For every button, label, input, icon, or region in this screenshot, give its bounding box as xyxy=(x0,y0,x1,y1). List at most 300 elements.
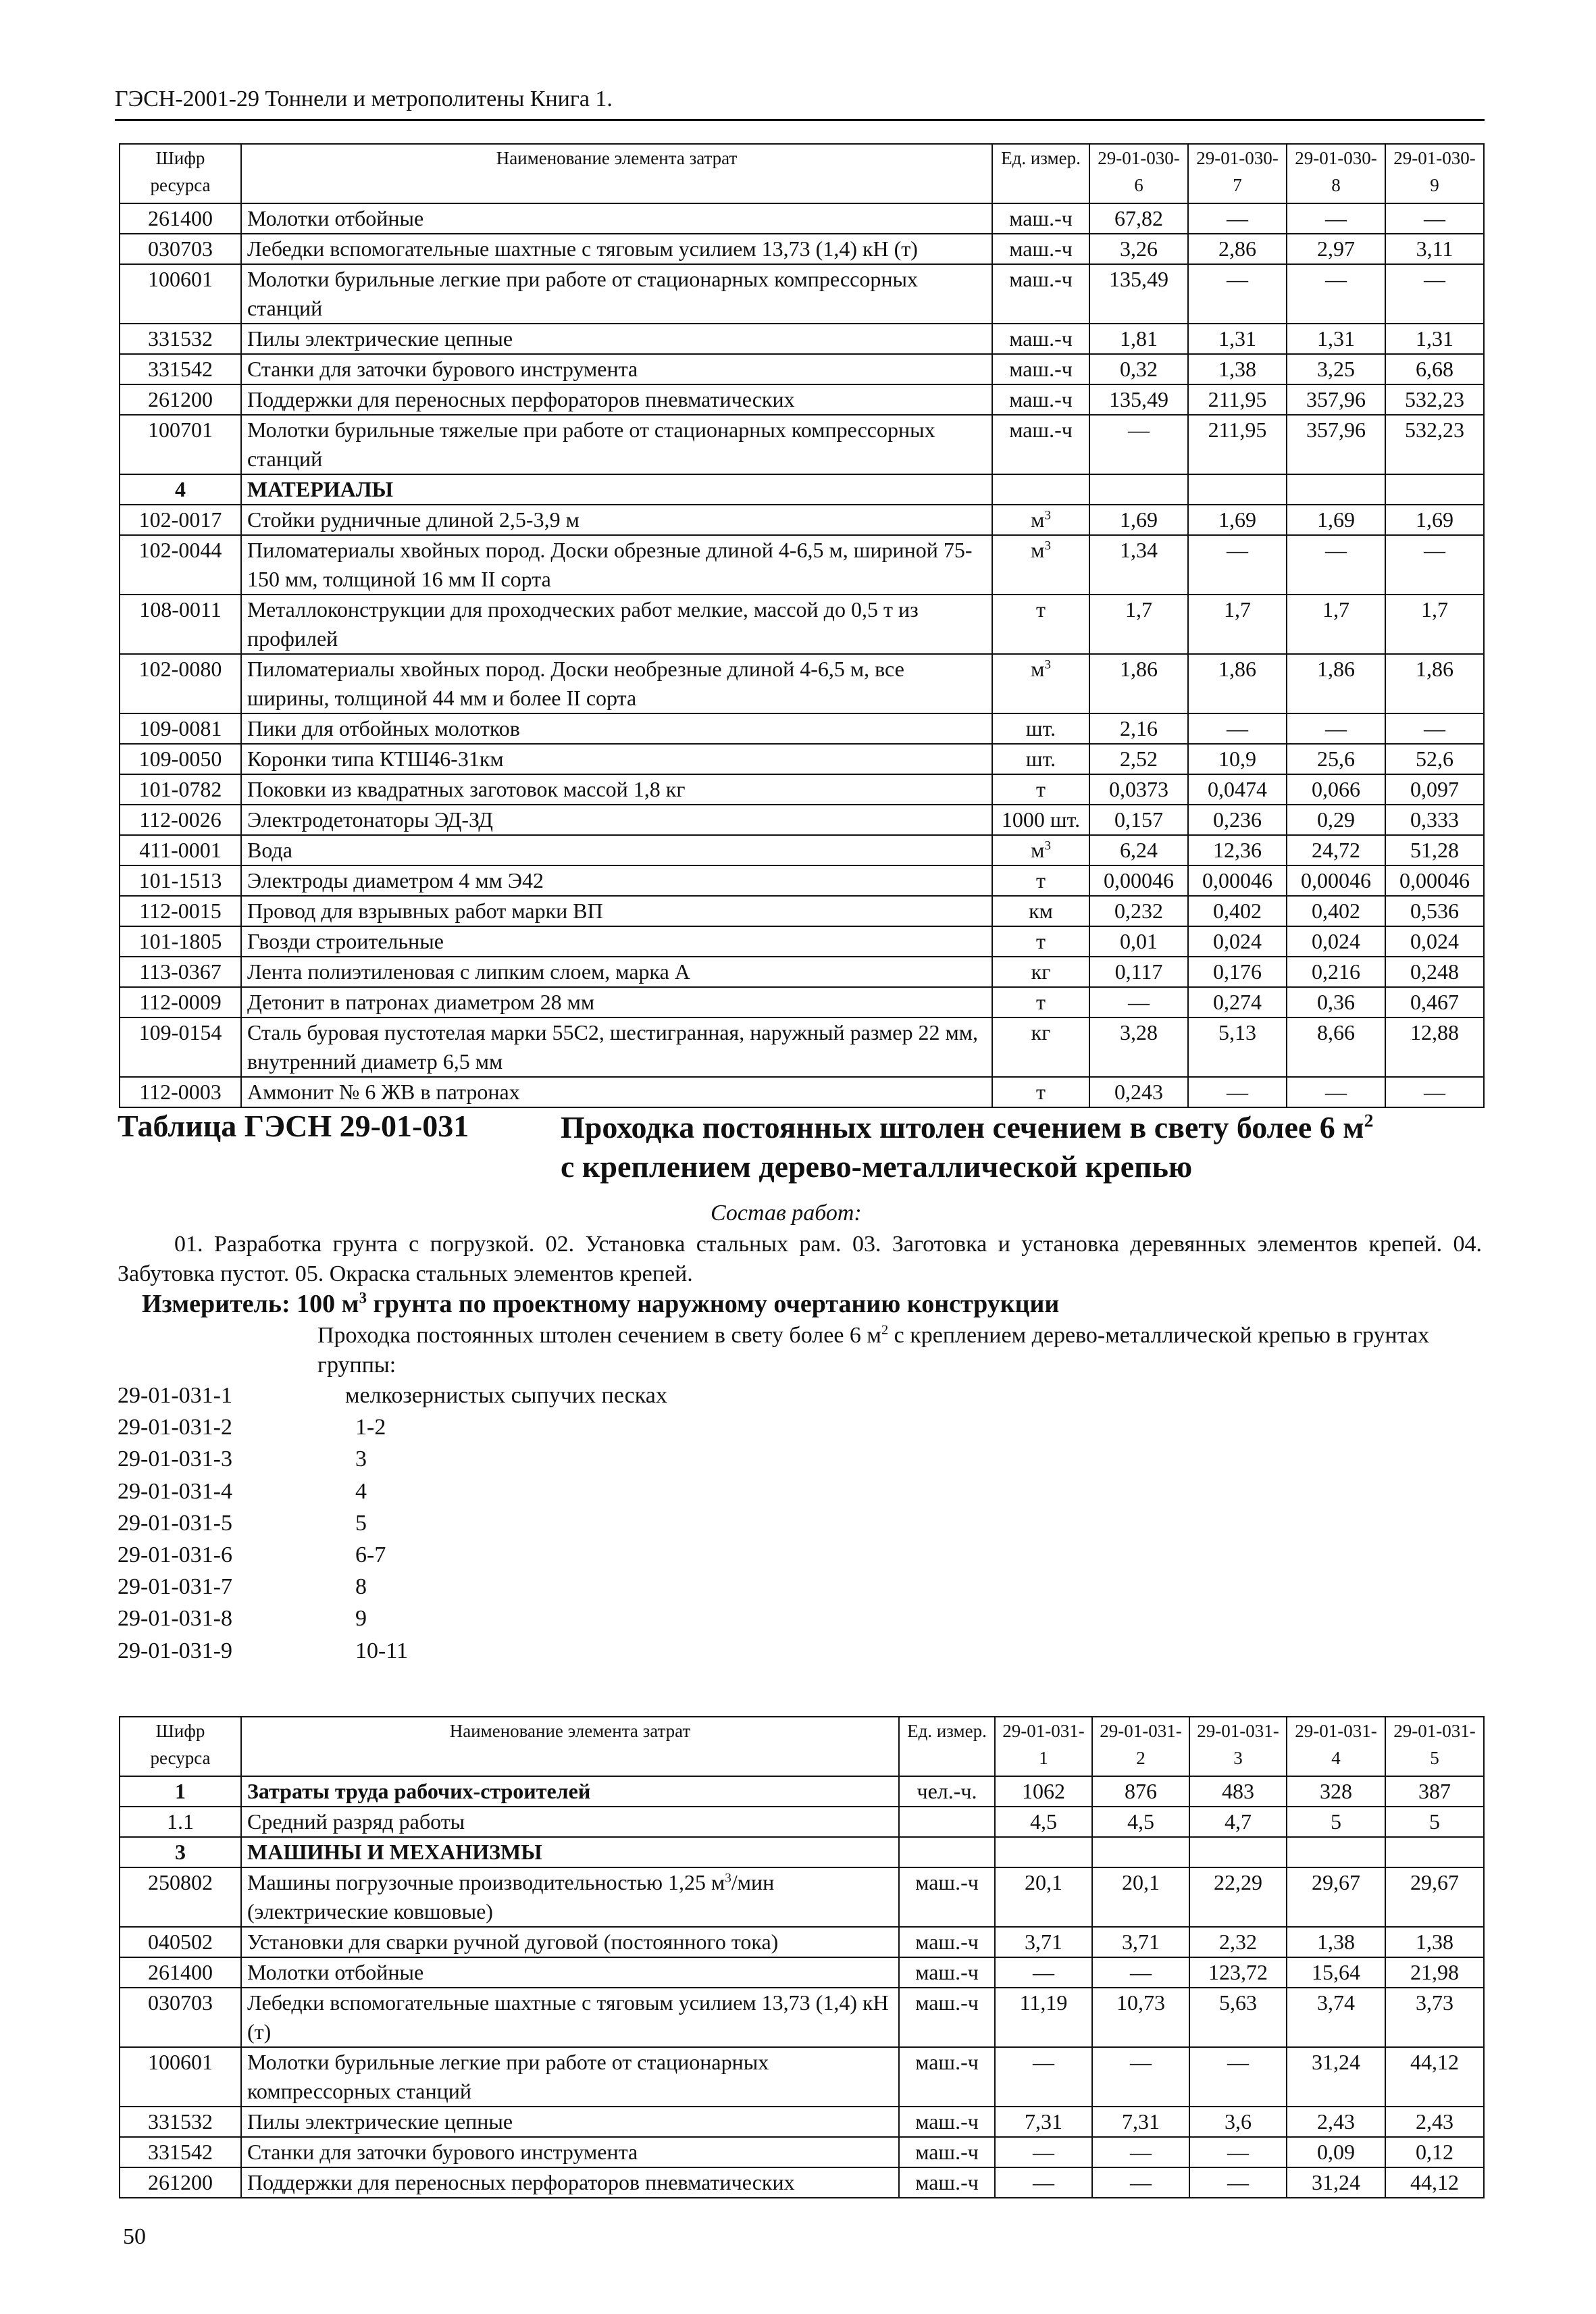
table-cell: Пилы электрические цепные xyxy=(241,2107,899,2137)
table-header-row xyxy=(120,144,1484,203)
table-cell: Пиломатериалы хвойных пород. Доски обрезные длиной 4-6,5 м, шириной 75-150 мм, толщиной 16 мм II сорта xyxy=(241,535,992,595)
table-cell: Сталь буровая пустотелая марки 55С2, шестигранная, наружный размер 22 мм, внутренний диаметр 6,5 мм xyxy=(241,1017,992,1077)
header-cell: 29-01-031-1 xyxy=(995,1717,1092,1776)
table-cell: 0,333 xyxy=(1385,805,1484,835)
table-cell: 112-0015 xyxy=(120,896,241,926)
table-cell: 112-0003 xyxy=(120,1077,241,1107)
table-cell: 3,28 xyxy=(1089,1017,1188,1077)
header-cell: Наименование элемента затрат xyxy=(241,144,992,203)
section-row xyxy=(120,1776,1484,1807)
table-cell: 6,68 xyxy=(1385,354,1484,384)
table-cell: 1,31 xyxy=(1287,324,1385,354)
table-row xyxy=(120,2107,1484,2137)
table-cell: МАШИНЫ И МЕХАНИЗМЫ xyxy=(241,1837,899,1867)
variants-intro: Проходка постоянных штолен сечением в свету более 6 $м^2$ с креплением дерево-металлической крепью в грунтах группы: xyxy=(317,1322,1430,1378)
table-cell: Электроды диаметром 4 мм Э42 xyxy=(241,865,992,896)
table-cell: — xyxy=(1092,2047,1189,2107)
table-cell: 0,402 xyxy=(1188,896,1287,926)
table-cell: Стойки рудничные длиной 2,5-3,9 м xyxy=(241,505,992,535)
table-cell: маш.-ч xyxy=(992,354,1089,384)
table-cell: 0,29 xyxy=(1287,805,1385,835)
header-cell: 29-01-030-7 xyxy=(1188,144,1287,203)
table-cell: 1,69 xyxy=(1385,505,1484,535)
table-cell: 15,64 xyxy=(1287,1957,1385,1988)
table-cell: 0,467 xyxy=(1385,987,1484,1017)
table-cell: 0,0373 xyxy=(1089,774,1188,805)
table-row xyxy=(120,744,1484,774)
table-cell: 0,32 xyxy=(1089,354,1188,384)
table-cell: 0,00046 xyxy=(1188,865,1287,896)
table-cell: 51,28 xyxy=(1385,835,1484,865)
table-cell: 0,536 xyxy=(1385,896,1484,926)
table-cell: 1,81 xyxy=(1089,324,1188,354)
variant-code: 29-01-031-3 xyxy=(118,1447,232,1472)
table-cell: — xyxy=(1188,535,1287,595)
table-cell xyxy=(1089,474,1188,505)
table-cell: 2,52 xyxy=(1089,744,1188,774)
table-cell: т xyxy=(992,865,1089,896)
table-cell: 101-0782 xyxy=(120,774,241,805)
table-cell xyxy=(1385,474,1484,505)
table-cell: — xyxy=(1385,1077,1484,1107)
table-cell: 0,232 xyxy=(1089,896,1188,926)
variant-row xyxy=(118,1507,667,1539)
table-cell: 0,01 xyxy=(1089,926,1188,957)
table-cell: Средний разряд работы xyxy=(241,1807,899,1837)
table-cell: 10,73 xyxy=(1092,1988,1189,2047)
table-row xyxy=(120,1988,1484,2047)
table-cell xyxy=(1287,474,1385,505)
composition-label: Состав работ: xyxy=(711,1201,862,1226)
table-cell: — xyxy=(1287,203,1385,234)
resource-table-030 xyxy=(119,143,1485,1108)
table-cell: т xyxy=(992,926,1089,957)
table-cell: Провод для взрывных работ марки ВП xyxy=(241,896,992,926)
table-cell: $м^3$ xyxy=(992,654,1089,713)
table-cell: 101-1513 xyxy=(120,865,241,896)
table-cell: 44,12 xyxy=(1385,2047,1484,2107)
table-cell: 5 xyxy=(1385,1807,1484,1837)
variant-desc: 1-2 xyxy=(355,1415,386,1440)
table-cell: 101-1805 xyxy=(120,926,241,957)
table-cell: Лебедки вспомогательные шахтные с тяговым усилием 13,73 (1,4) кН (т) xyxy=(241,234,992,264)
table-cell: 030703 xyxy=(120,234,241,264)
table-cell: 1.1 xyxy=(120,1807,241,1837)
table-cell xyxy=(1188,474,1287,505)
table-row xyxy=(120,505,1484,535)
table-cell: т xyxy=(992,987,1089,1017)
table-cell: 0,00046 xyxy=(1287,865,1385,896)
table-cell: 100601 xyxy=(120,264,241,324)
table-cell: Поддержки для переносных перфораторов пневматических xyxy=(241,2167,899,2198)
table-cell: 0,09 xyxy=(1287,2137,1385,2167)
variants-list xyxy=(118,1380,667,1667)
table-cell: 0,12 xyxy=(1385,2137,1484,2167)
table-cell: Поковки из квадратных заготовок массой 1,8 кг xyxy=(241,774,992,805)
table-cell: 67,82 xyxy=(1089,203,1188,234)
table-cell: шт. xyxy=(992,744,1089,774)
table-cell: 0,066 xyxy=(1287,774,1385,805)
table-cell: Установки для сварки ручной дуговой (постоянного тока) xyxy=(241,1927,899,1957)
table-cell: 040502 xyxy=(120,1927,241,1957)
table-cell: 331532 xyxy=(120,2107,241,2137)
table-row xyxy=(120,774,1484,805)
table-cell: 12,88 xyxy=(1385,1017,1484,1077)
table-cell: МАТЕРИАЛЫ xyxy=(241,474,992,505)
table-row xyxy=(120,324,1484,354)
header-cell: 29-01-031-4 xyxy=(1287,1717,1385,1776)
table-cell: 357,96 xyxy=(1287,384,1385,415)
variant-desc: 5 xyxy=(355,1510,367,1536)
variant-code: 29-01-031-1 xyxy=(118,1383,232,1408)
table-row xyxy=(120,1957,1484,1988)
table-cell: 1,31 xyxy=(1188,324,1287,354)
table-cell: маш.-ч xyxy=(992,203,1089,234)
table-cell: Электродетонаторы ЭД-ЗД xyxy=(241,805,992,835)
table-cell: Поддержки для переносных перфораторов пневматических xyxy=(241,384,992,415)
table-cell: маш.-ч xyxy=(899,2047,995,2107)
table-cell: 0,00046 xyxy=(1385,865,1484,896)
table-cell: 12,36 xyxy=(1188,835,1287,865)
table-cell: 1,34 xyxy=(1089,535,1188,595)
table-header-row xyxy=(120,1717,1484,1776)
table-cell: — xyxy=(1189,2137,1287,2167)
table-cell: 0,024 xyxy=(1188,926,1287,957)
table-cell: 1,86 xyxy=(1385,654,1484,713)
table-cell: 2,32 xyxy=(1189,1927,1287,1957)
table-cell: 211,95 xyxy=(1188,415,1287,474)
table-row xyxy=(120,1927,1484,1957)
header-cell: 29-01-030-6 xyxy=(1089,144,1188,203)
table-cell: маш.-ч xyxy=(899,1867,995,1927)
table-cell: 5,13 xyxy=(1188,1017,1287,1077)
table-cell: маш.-ч xyxy=(899,1927,995,1957)
header-cell: Ед. измер. xyxy=(899,1717,995,1776)
table-cell: Молотки отбойные xyxy=(241,203,992,234)
table-cell: 261200 xyxy=(120,2167,241,2198)
table-cell: 532,23 xyxy=(1385,384,1484,415)
table-row xyxy=(120,1077,1484,1107)
table-cell: — xyxy=(1092,1957,1189,1988)
table-cell: 1,86 xyxy=(1287,654,1385,713)
table-cell: км xyxy=(992,896,1089,926)
table-cell: — xyxy=(1287,1077,1385,1107)
table-cell: 3,73 xyxy=(1385,1988,1484,2047)
table-cell: 11,19 xyxy=(995,1988,1092,2047)
table-cell: 1 xyxy=(120,1776,241,1807)
table-cell: 0,00046 xyxy=(1089,865,1188,896)
table-cell: — xyxy=(1188,1077,1287,1107)
header-cell: Ед. измер. xyxy=(992,144,1089,203)
table-row xyxy=(120,2137,1484,2167)
header-cell: 29-01-030-8 xyxy=(1287,144,1385,203)
table-cell xyxy=(1189,1837,1287,1867)
variant-row xyxy=(118,1539,667,1571)
variant-row xyxy=(118,1603,667,1634)
table-row xyxy=(120,2047,1484,2107)
table-cell: 100701 xyxy=(120,415,241,474)
table-cell: 483 xyxy=(1189,1776,1287,1807)
table-cell: 0,243 xyxy=(1089,1077,1188,1107)
table-cell: маш.-ч xyxy=(992,324,1089,354)
table-cell: 102-0080 xyxy=(120,654,241,713)
table-cell: 250802 xyxy=(120,1867,241,1927)
table-cell: маш.-ч xyxy=(899,2107,995,2137)
table-row xyxy=(120,835,1484,865)
table-cell: Вода xyxy=(241,835,992,865)
table-cell: — xyxy=(1188,264,1287,324)
table-cell: 3,71 xyxy=(1092,1927,1189,1957)
table-cell xyxy=(1385,1837,1484,1867)
table-cell: 0,176 xyxy=(1188,957,1287,987)
table-cell: 876 xyxy=(1092,1776,1189,1807)
table-cell: 123,72 xyxy=(1189,1957,1287,1988)
table-cell: Пики для отбойных молотков xyxy=(241,713,992,744)
table-cell: Металлоконструкции для проходческих работ мелкие, массой до 0,5 т из профилей xyxy=(241,595,992,654)
table-cell: 3 xyxy=(120,1837,241,1867)
table-title xyxy=(561,1108,1373,1186)
table-cell: — xyxy=(1385,713,1484,744)
table-cell: — xyxy=(995,2167,1092,2198)
table-cell: 0,157 xyxy=(1089,805,1188,835)
table-cell: 2,43 xyxy=(1287,2107,1385,2137)
works-list: 01. Разработка грунта с погрузкой. 02. Установка стальных рам. 03. Заготовка и установка деревянных элементов крепей. 04. Забутовка пустот. 05. Окраска стальных элементов крепей. xyxy=(118,1232,1482,1286)
table-cell: 0,0474 xyxy=(1188,774,1287,805)
table-cell: $м^3$ xyxy=(992,835,1089,865)
table-cell: 112-0026 xyxy=(120,805,241,835)
table-row xyxy=(120,957,1484,987)
table-cell: 31,24 xyxy=(1287,2047,1385,2107)
table-row xyxy=(120,354,1484,384)
table-cell: 357,96 xyxy=(1287,415,1385,474)
table-cell: маш.-ч xyxy=(899,2167,995,2198)
table-cell xyxy=(992,474,1089,505)
table-row xyxy=(120,1807,1484,1837)
header-cell: Шифр ресурса xyxy=(120,1717,241,1776)
table-cell: Молотки бурильные легкие при работе от стационарных компрессорных станций xyxy=(241,2047,899,2107)
table-row xyxy=(120,1867,1484,1927)
table-cell: 2,86 xyxy=(1188,234,1287,264)
table-cell: 22,29 xyxy=(1189,1867,1287,1927)
table-cell: 102-0017 xyxy=(120,505,241,535)
table-cell: — xyxy=(1287,264,1385,324)
header-rule xyxy=(115,119,1485,121)
table-cell: чел.-ч. xyxy=(899,1776,995,1807)
table-cell: — xyxy=(1092,2137,1189,2167)
table-label: Таблица ГЭСН 29-01-031 xyxy=(118,1109,469,1143)
table-cell: 113-0367 xyxy=(120,957,241,987)
table-cell: т xyxy=(992,774,1089,805)
table-cell: 030703 xyxy=(120,1988,241,2047)
table-cell xyxy=(995,1837,1092,1867)
table-cell: — xyxy=(1287,535,1385,595)
table-cell: $м^3$ xyxy=(992,535,1089,595)
table-cell: 331542 xyxy=(120,354,241,384)
table-row xyxy=(120,2167,1484,2198)
header-cell: Шифр ресурса xyxy=(120,144,241,203)
table-cell: 3,26 xyxy=(1089,234,1188,264)
variant-desc: 6-7 xyxy=(355,1542,386,1568)
variant-desc: 10-11 xyxy=(355,1638,409,1663)
table-cell: — xyxy=(1385,264,1484,324)
table-cell: маш.-ч xyxy=(899,1988,995,2047)
table-cell: 0,236 xyxy=(1188,805,1287,835)
table-row xyxy=(120,415,1484,474)
table-cell: 4,5 xyxy=(995,1807,1092,1837)
table-cell: маш.-ч xyxy=(992,264,1089,324)
table-cell: Молотки бурильные легкие при работе от стационарных компрессорных станций xyxy=(241,264,992,324)
table-cell: 532,23 xyxy=(1385,415,1484,474)
table-cell: 1,86 xyxy=(1089,654,1188,713)
variant-code: 29-01-031-2 xyxy=(118,1415,232,1440)
table-cell: Молотки отбойные xyxy=(241,1957,899,1988)
table-cell: 25,6 xyxy=(1287,744,1385,774)
table-cell: 261400 xyxy=(120,203,241,234)
variant-row xyxy=(118,1571,667,1603)
table-cell: 328 xyxy=(1287,1776,1385,1807)
table-cell: 135,49 xyxy=(1089,384,1188,415)
table-cell: 112-0009 xyxy=(120,987,241,1017)
page-number: 50 xyxy=(123,2224,146,2249)
table-cell: 44,12 xyxy=(1385,2167,1484,2198)
table-cell: 0,024 xyxy=(1385,926,1484,957)
table-cell: Лента полиэтиленовая с липким слоем, марка А xyxy=(241,957,992,987)
table-cell: 3,74 xyxy=(1287,1988,1385,2047)
table-cell: 52,6 xyxy=(1385,744,1484,774)
header-cell: 29-01-030-9 xyxy=(1385,144,1484,203)
table-cell: — xyxy=(1189,2167,1287,2198)
table-cell: 4,5 xyxy=(1092,1807,1189,1837)
variant-desc: мелкозернистых сыпучих песках xyxy=(345,1383,667,1408)
section-row xyxy=(120,1837,1484,1867)
table-cell: кг xyxy=(992,1017,1089,1077)
table-cell: Молотки бурильные тяжелые при работе от стационарных компрессорных станций xyxy=(241,415,992,474)
table-row xyxy=(120,384,1484,415)
table-row xyxy=(120,896,1484,926)
table-row xyxy=(120,535,1484,595)
table-cell: 1,7 xyxy=(1188,595,1287,654)
table-cell: 29,67 xyxy=(1385,1867,1484,1927)
variant-code: 29-01-031-4 xyxy=(118,1478,232,1504)
variant-row xyxy=(118,1411,667,1443)
table-cell: 211,95 xyxy=(1188,384,1287,415)
table-cell: — xyxy=(1188,203,1287,234)
table-cell: — xyxy=(1092,2167,1189,2198)
table-title-line: с креплением дерево-металлической крепью xyxy=(561,1149,1193,1184)
table-cell: 387 xyxy=(1385,1776,1484,1807)
table-row xyxy=(120,865,1484,896)
table-cell: — xyxy=(995,2047,1092,2107)
table-cell: 1062 xyxy=(995,1776,1092,1807)
table-cell: 1,69 xyxy=(1089,505,1188,535)
table-cell: 135,49 xyxy=(1089,264,1188,324)
variant-code: 29-01-031-6 xyxy=(118,1542,232,1568)
table-cell: кг xyxy=(992,957,1089,987)
table-cell: маш.-ч xyxy=(899,1957,995,1988)
table-cell: 0,097 xyxy=(1385,774,1484,805)
table-cell: 3,71 xyxy=(995,1927,1092,1957)
table-row xyxy=(120,654,1484,713)
table-cell: 7,31 xyxy=(995,2107,1092,2137)
table-cell: Пилы электрические цепные xyxy=(241,324,992,354)
table-cell: 1,69 xyxy=(1188,505,1287,535)
table-cell: 1,38 xyxy=(1385,1927,1484,1957)
table-cell: 2,97 xyxy=(1287,234,1385,264)
table-cell: — xyxy=(1188,713,1287,744)
table-cell: Пиломатериалы хвойных пород. Доски необрезные длиной 4-6,5 м, все ширины, толщиной 44 мм и более II сорта xyxy=(241,654,992,713)
table-cell: 0,024 xyxy=(1287,926,1385,957)
table-cell: 20,1 xyxy=(995,1867,1092,1927)
table-cell: Лебедки вспомогательные шахтные с тяговым усилием 13,73 (1,4) кН (т) xyxy=(241,1988,899,2047)
table-cell: 1,38 xyxy=(1287,1927,1385,1957)
table-cell: 31,24 xyxy=(1287,2167,1385,2198)
table-cell: т xyxy=(992,595,1089,654)
table-cell: Машины погрузочные производительностью 1,25 $м^3$/мин (электрические ковшовые) xyxy=(241,1867,899,1927)
table-cell: Станки для заточки бурового инструмента xyxy=(241,2137,899,2167)
table-cell: маш.-ч xyxy=(992,415,1089,474)
table-cell: 261400 xyxy=(120,1957,241,1988)
variant-desc: 4 xyxy=(355,1478,367,1504)
table-cell: 2,43 xyxy=(1385,2107,1484,2137)
table-cell: 1000 шт. xyxy=(992,805,1089,835)
variant-code: 29-01-031-5 xyxy=(118,1510,232,1536)
table-cell: — xyxy=(1385,535,1484,595)
variant-row xyxy=(118,1476,667,1507)
variant-row xyxy=(118,1380,667,1411)
table-cell: Станки для заточки бурового инструмента xyxy=(241,354,992,384)
table-cell: 1,7 xyxy=(1089,595,1188,654)
table-cell: 4 xyxy=(120,474,241,505)
table-cell: 102-0044 xyxy=(120,535,241,595)
table-cell: 0,274 xyxy=(1188,987,1287,1017)
table-cell xyxy=(899,1837,995,1867)
table-cell: 331542 xyxy=(120,2137,241,2167)
table-row xyxy=(120,203,1484,234)
table-cell: 5,63 xyxy=(1189,1988,1287,2047)
table-cell: 109-0154 xyxy=(120,1017,241,1077)
table-cell: — xyxy=(1089,987,1188,1017)
table-cell: 109-0081 xyxy=(120,713,241,744)
table-cell: Затраты труда рабочих-строителей xyxy=(241,1776,899,1807)
table-cell: 10,9 xyxy=(1188,744,1287,774)
variant-row xyxy=(118,1635,667,1667)
table-cell: 1,7 xyxy=(1385,595,1484,654)
variant-desc: 9 xyxy=(355,1606,367,1632)
variant-desc: 8 xyxy=(355,1574,367,1600)
variant-code: 29-01-031-9 xyxy=(118,1638,232,1663)
table-cell: — xyxy=(1189,2047,1287,2107)
header-cell: Наименование элемента затрат xyxy=(241,1717,899,1776)
table-cell: 1,38 xyxy=(1188,354,1287,384)
table-cell: 21,98 xyxy=(1385,1957,1484,1988)
variant-code: 29-01-031-8 xyxy=(118,1606,232,1632)
table-cell: 0,402 xyxy=(1287,896,1385,926)
table-cell: 29,67 xyxy=(1287,1867,1385,1927)
table-cell: 1,86 xyxy=(1188,654,1287,713)
table-row xyxy=(120,805,1484,835)
variant-row xyxy=(118,1443,667,1475)
table-row xyxy=(120,926,1484,957)
table-cell: — xyxy=(995,1957,1092,1988)
table-cell: — xyxy=(995,2137,1092,2167)
running-header: ГЭСН-2001-29 Тоннели и метрополитены Книга 1. xyxy=(115,86,613,111)
table-cell: — xyxy=(1385,203,1484,234)
table-cell: $м^3$ xyxy=(992,505,1089,535)
table-cell: маш.-ч xyxy=(992,384,1089,415)
header-cell: 29-01-031-5 xyxy=(1385,1717,1484,1776)
table-cell: Аммонит № 6 ЖВ в патронах xyxy=(241,1077,992,1107)
table-cell: 1,7 xyxy=(1287,595,1385,654)
